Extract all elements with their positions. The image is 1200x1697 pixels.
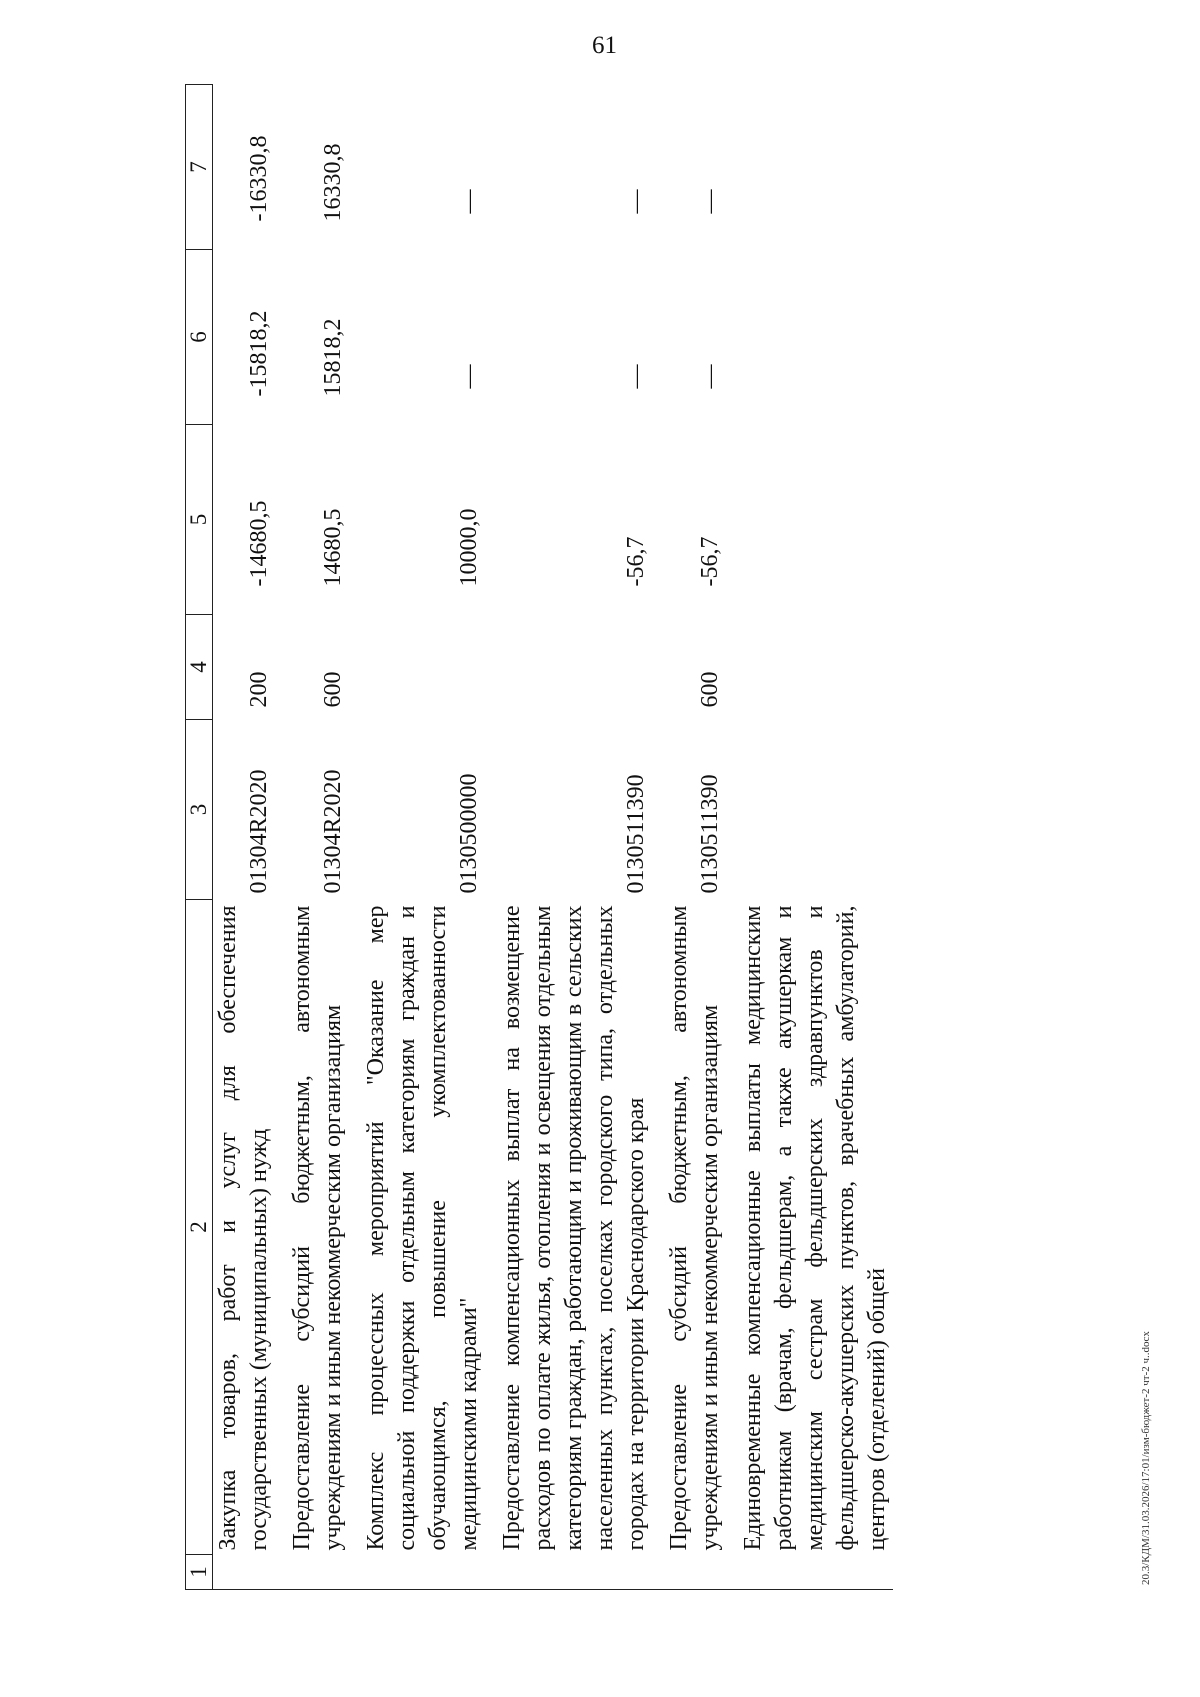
- row-number-cell: [213, 1555, 276, 1590]
- row-value-col6: -15818,2: [246, 310, 272, 397]
- rotated-table-container: [185, 85, 1085, 1590]
- row-value-col5: [738, 425, 893, 615]
- column-header: 5: [186, 425, 213, 615]
- row-value-col6: [738, 250, 893, 425]
- table-row: [287, 85, 349, 1590]
- row-number-cell: [664, 1555, 726, 1590]
- row-code: 01304R2020: [246, 769, 272, 894]
- row-value-col6: —: [456, 364, 482, 389]
- row-expense-type: [497, 615, 652, 720]
- table-header-row: [186, 85, 213, 1590]
- row-value-col7: [738, 85, 893, 250]
- row-code: 0130511390: [623, 774, 649, 894]
- row-value-col6: 15818,2: [320, 318, 346, 397]
- row-name: Закупка товаров, работ и услуг для обеспечения государственных (муниципальных) нужд: [215, 905, 272, 1551]
- row-expense-type: 200: [246, 671, 272, 708]
- row-number-cell: [497, 1555, 652, 1590]
- row-name: Предоставление субсидий бюджетным, автономным учреждениям и иным некоммерческим организациям: [666, 905, 723, 1551]
- row-value-col7: —: [456, 189, 482, 214]
- row-spacer: [349, 85, 361, 1590]
- column-header: 1: [186, 1555, 213, 1590]
- row-name: Предоставление субсидий бюджетным, автономным учреждениям и иным некоммерческим организациям: [289, 905, 346, 1551]
- row-value-col5: -56,7: [623, 536, 649, 587]
- row-number-cell: [287, 1555, 349, 1590]
- page-number: 61: [592, 32, 617, 59]
- row-spacer: [726, 85, 738, 1590]
- row-name: Предоставление компенсационных выплат на возмещение расходов по оплате жилья, отопления и освещения отдельным категориям граждан, работающим и проживающим в сельских населенных пунктах, поселках городского типа, отдельных городах на территории Краснодарского края: [499, 905, 649, 1551]
- row-value-col7: —: [697, 189, 723, 214]
- row-expense-type: [361, 615, 485, 720]
- column-header: 2: [186, 900, 213, 1555]
- row-name: Комплекс процессных мероприятий "Оказание мер социальной поддержки отдельным категориям граждан и обучающимся, повышение укомплектованности медицинскими кадрами": [363, 905, 482, 1551]
- table-row: [361, 85, 485, 1590]
- row-value-col7: 16330,8: [320, 143, 346, 222]
- table-row: [738, 85, 893, 1590]
- table-row: [497, 85, 652, 1590]
- row-value-col5: 14680,5: [320, 508, 346, 587]
- row-value-col5: -14680,5: [246, 500, 272, 587]
- row-number-cell: [738, 1555, 893, 1590]
- row-code: [738, 720, 893, 900]
- row-value-col5: -56,7: [697, 536, 723, 587]
- row-value-col6: —: [623, 364, 649, 389]
- footer-file-path: 20.3/КДМ/31.03.2026/17:01/изм-бюджет-2 чт-2 ч..docx: [1140, 1331, 1152, 1585]
- row-value-col7: -16330,8: [246, 135, 272, 222]
- row-spacer: [652, 85, 664, 1590]
- row-spacer: [275, 85, 287, 1590]
- column-header: 3: [186, 720, 213, 900]
- table-row: [213, 85, 276, 1590]
- column-header: 6: [186, 250, 213, 425]
- column-header: 7: [186, 85, 213, 250]
- row-code: 01304R2020: [320, 769, 346, 894]
- row-expense-type: 600: [697, 671, 723, 708]
- row-value-col5: 10000,0: [456, 508, 482, 587]
- row-number-cell: [361, 1555, 485, 1590]
- row-value-col6: —: [697, 364, 723, 389]
- row-name: Единовременные компенсационные выплаты медицинским работникам (врачам, фельдшерам, а также акушеркам и медицинским сестрам фельдшерских здравпунктов и фельдшерско-акушерских пунктов, врачебных амбулаторий, центров (отделений) общей: [740, 905, 890, 1551]
- row-code: 0130511390: [697, 774, 723, 894]
- row-expense-type: 600: [320, 671, 346, 708]
- column-header: 4: [186, 615, 213, 720]
- row-value-col7: —: [623, 189, 649, 214]
- row-spacer: [485, 85, 497, 1590]
- row-expense-type: [738, 615, 893, 720]
- row-code: 0130500000: [456, 773, 482, 894]
- budget-table: [185, 84, 893, 1590]
- table-row: [664, 85, 726, 1590]
